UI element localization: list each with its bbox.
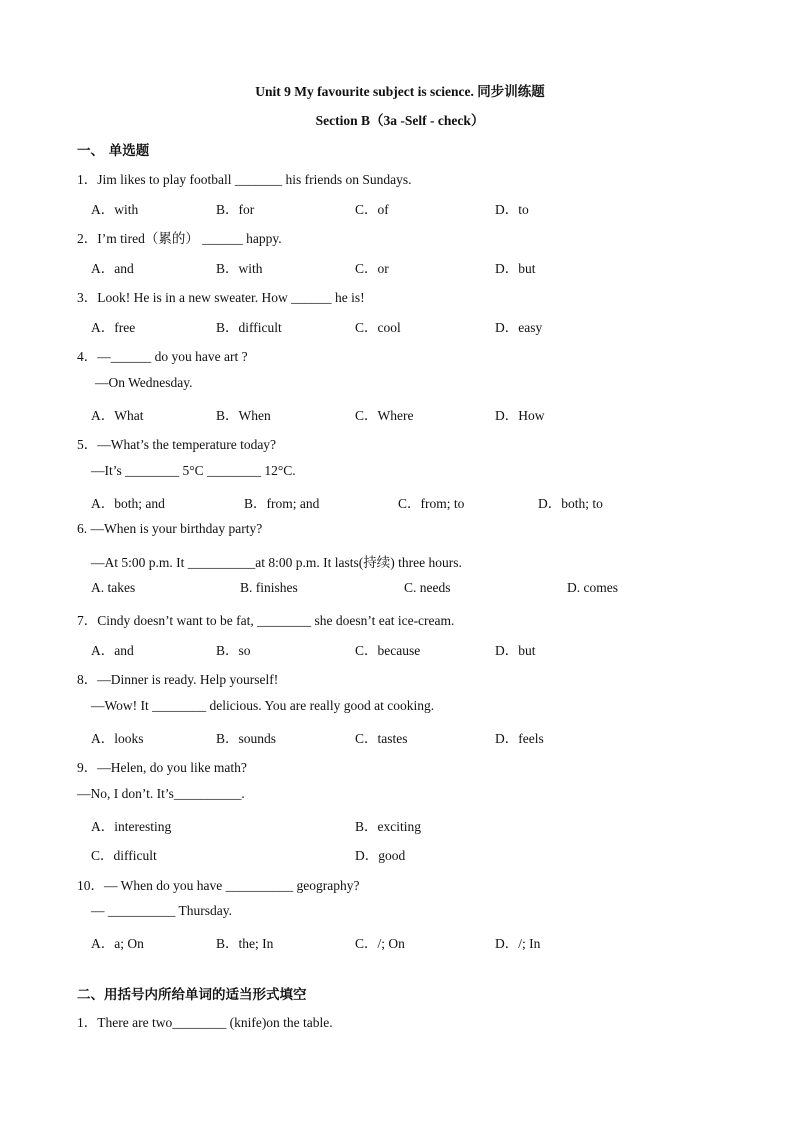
option-a: A．and [91,643,134,658]
option-c: C．/; On [355,936,405,951]
option-d: D．both; to [538,496,603,511]
option-a: A．both; and [91,496,165,511]
question-stem: — __________ Thursday. [91,903,232,918]
option-d: D．How [495,408,545,423]
option-a: A. takes [91,580,136,595]
question-stem: —It’s ________ 5°C ________ 12°C. [91,463,296,478]
option-b: B．for [216,202,255,217]
question-stem: 1．Jim likes to play football _______ his friends on Sundays. [77,172,412,187]
option-c: C. needs [404,580,451,595]
section-heading-fill-in: 二、用括号内所给单词的适当形式填空 [77,987,307,1003]
option-b: B．When [216,408,271,423]
option-b: B．the; In [216,936,274,951]
option-c: C．difficult [91,848,157,863]
question-stem: 10．— When do you have __________ geography? [77,878,360,893]
question-stem: 4．—______ do you have art ? [77,349,248,364]
option-c: C．of [355,202,389,217]
option-b: B．with [216,261,263,276]
option-d: D．feels [495,731,544,746]
option-c: C．cool [355,320,401,335]
option-c: C．or [355,261,389,276]
question-stem: 3．Look! He is in a new sweater. How ______ he is! [77,290,365,305]
section-heading-single-choice: 一、 单选题 [77,143,150,159]
option-a: A．a; On [91,936,144,951]
option-b: B．so [216,643,251,658]
option-b: B．difficult [216,320,282,335]
option-d: D．to [495,202,529,217]
option-d: D．good [355,848,406,863]
option-a: A．free [91,320,136,335]
option-c: C．because [355,643,421,658]
question-stem: —Wow! It ________ delicious. You are really good at cooking. [91,698,435,713]
question-stem: 8．—Dinner is ready. Help yourself! [77,672,279,687]
question-stem: 7．Cindy doesn’t want to be fat, ________ she doesn’t eat ice-cream. [77,613,455,628]
option-a: A．looks [91,731,144,746]
option-c: C．Where [355,408,414,423]
option-d: D. comes [567,580,618,595]
question-stem: —On Wednesday. [95,375,193,390]
question-stem: —At 5:00 p.m. It __________at 8:00 p.m. It lasts(持续) three hours. [91,555,462,570]
option-a: A．and [91,261,134,276]
option-d: D．but [495,643,536,658]
option-b: B．exciting [355,819,421,834]
option-b: B．from; and [244,496,320,511]
option-c: C．tastes [355,731,408,746]
question-stem: 5．—What’s the temperature today? [77,437,277,452]
page-title: Unit 9 My favourite subject is science. 同步训练题 [255,84,545,99]
question-stem: 9．—Helen, do you like math? [77,760,247,775]
question-stem: 6. —When is your birthday party? [77,521,263,536]
option-a: A．interesting [91,819,172,834]
option-a: A．with [91,202,139,217]
option-b: B．sounds [216,731,277,746]
option-b: B. finishes [240,580,298,595]
question-stem: 2．I’m tired（累的） ______ happy. [77,231,282,246]
page-subtitle: Section B（3a -Self - check） [315,113,485,128]
option-a: A．What [91,408,144,423]
option-d: D．but [495,261,536,276]
question-stem: 1．There are two________ (knife)on the table. [77,1015,333,1030]
option-c: C．from; to [398,496,465,511]
question-stem: —No, I don’t. It’s__________. [77,786,245,801]
option-d: D．/; In [495,936,541,951]
option-d: D．easy [495,320,543,335]
